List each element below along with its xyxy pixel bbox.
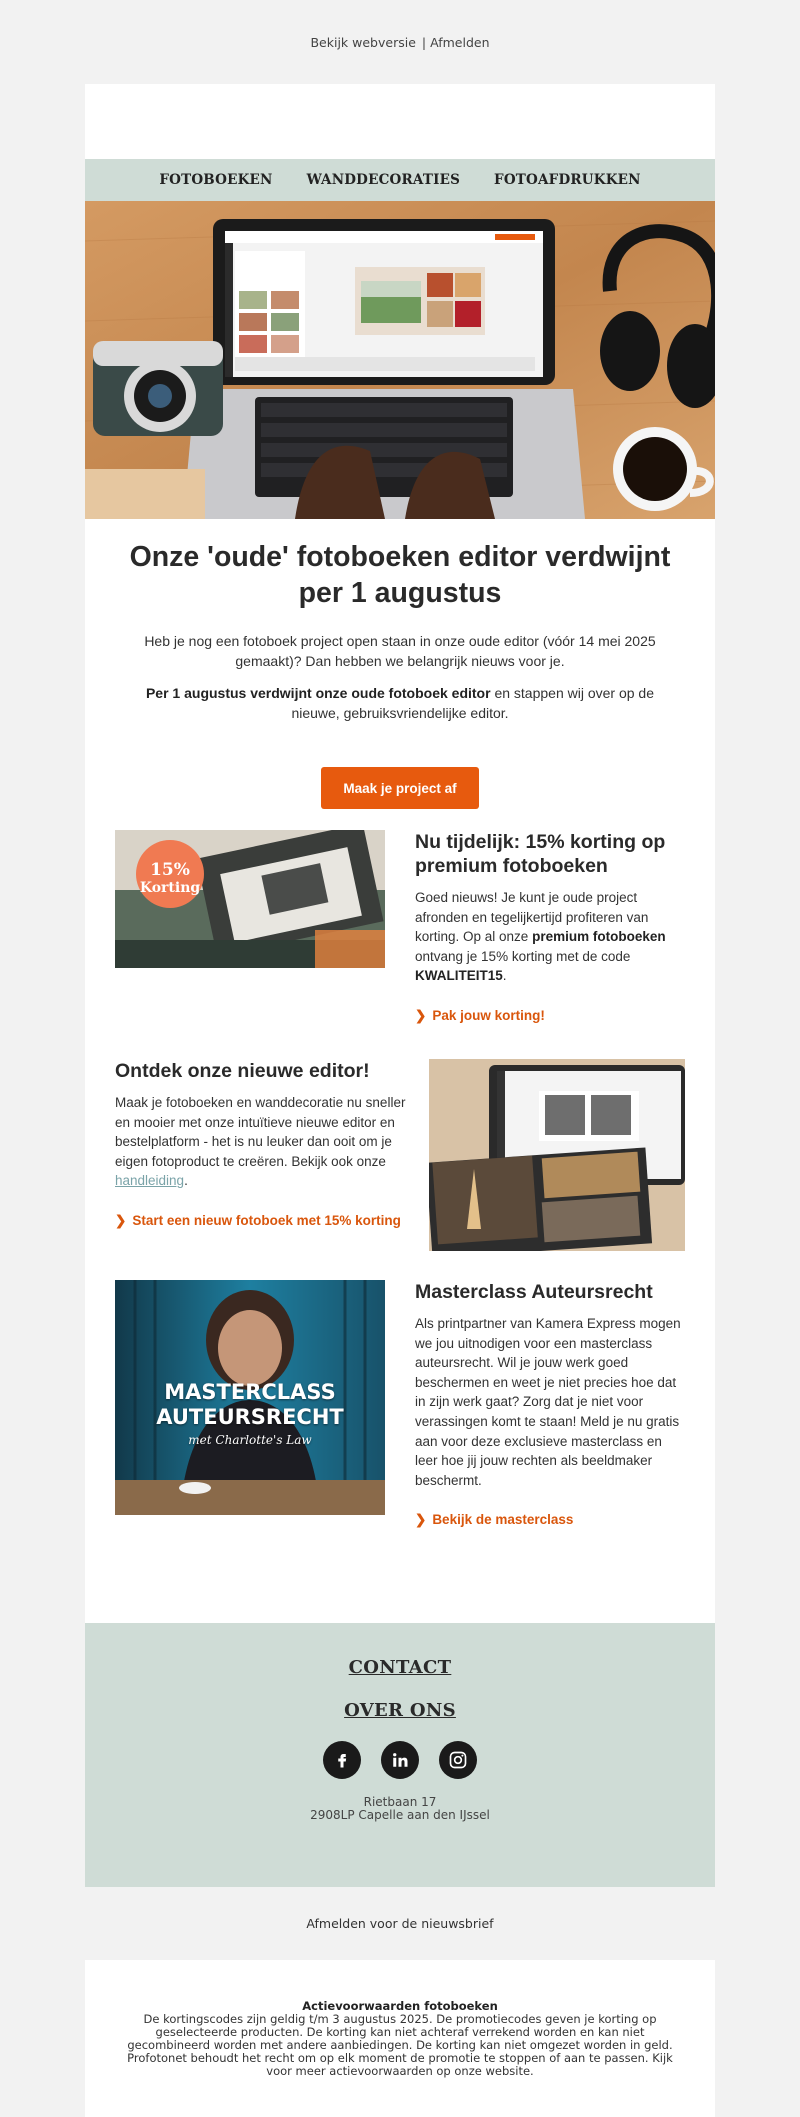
new-photobook-link[interactable]: [115, 1213, 401, 1229]
contact-link[interactable]: CONTACT: [348, 1657, 452, 1679]
promo-section: [85, 830, 715, 1025]
intro-bold: Per 1 augustus verdwijnt onze oude fotoboek editor: [145, 685, 491, 701]
unsubscribe-link[interactable]: Afmelden: [430, 34, 490, 50]
discount-link-label: Pak jouw korting!: [432, 1007, 545, 1023]
address-street: Rietbaan 17: [363, 1795, 437, 1810]
promo-body-part: ontvang je 15% korting met de code: [415, 948, 631, 964]
linkedin-icon[interactable]: [381, 1741, 419, 1779]
badge-percentage: 15%: [150, 860, 190, 880]
promo-body-part: .: [502, 968, 507, 984]
facebook-icon[interactable]: [323, 1741, 361, 1779]
editor-image[interactable]: [429, 1059, 685, 1256]
promo-photobook-image: [115, 830, 385, 968]
masterclass-link-label: Bekijk de masterclass: [432, 1512, 574, 1528]
new-photobook-link-label: Start een nieuw fotoboek met 15% korting: [132, 1212, 401, 1228]
preheader: [0, 0, 800, 84]
editor-photobook-image: [429, 1059, 685, 1251]
masterclass-image-caption: [115, 1380, 385, 1450]
promo-body-part: Goed nieuws! Je kunt je oude project afronden en tegelijkertijd profiteren van korting. Op al onze: [415, 890, 649, 945]
terms-title: Actievoorwaarden fotoboeken: [302, 1999, 498, 2014]
nav-wanddecoraties[interactable]: WANDDECORATIES: [306, 172, 461, 188]
nav-fotoboeken[interactable]: FOTOBOEKEN: [159, 172, 273, 188]
masterclass-section: [85, 1280, 715, 1529]
manual-link[interactable]: handleiding: [115, 1173, 185, 1189]
badge-label: Korting: [139, 880, 201, 896]
headline: Onze 'oude' fotoboeken editor verdwijnt per 1 augustus: [129, 541, 671, 609]
promo-code: KWALITEIT15: [415, 968, 503, 984]
top-nav: [85, 159, 715, 201]
chevron-right-icon: ❯: [415, 1512, 427, 1528]
footer: [85, 1623, 715, 1887]
masterclass-image-subtitle: met Charlotte's Law: [188, 1432, 312, 1447]
finish-project-button[interactable]: Maak je project af: [321, 767, 479, 809]
editor-text: [115, 1059, 429, 1256]
instagram-icon-glyph: [448, 1750, 468, 1770]
masterclass-image[interactable]: [115, 1280, 385, 1529]
promo-body-bold: premium fotoboeken: [532, 929, 666, 945]
newsletter-unsubscribe-link[interactable]: Afmelden voor de nieuwsbrief: [306, 1916, 494, 1932]
terms-section: [85, 1960, 715, 2117]
masterclass-image-title: AUTEURSRECHT: [156, 1404, 344, 1429]
linkedin-icon-glyph: [391, 1751, 409, 1769]
editor-body-text: Maak je fotoboeken en wanddecoratie nu sneller en mooier met onze intuïtieve nieuwe editor en bestelplatform - het is nu leuker dan ooit om je eigen fotoproduct te creëren. Bekijk ook onze: [115, 1094, 406, 1169]
masterclass-body: Als printpartner van Kamera Express mogen we jou uitnodigen voor een masterclass auteursrecht. Wil je jouw werk goed beschermen en weet je niet precies hoe dat in zijn werk gaat? Zorg dat je niet voor verassingen komt te staan! Meld je nu gratis aan voor deze exclusieve masterclass en leer hoe jij jouw rechten als beeldmaker beschermt.: [415, 1315, 681, 1488]
hero-image: [85, 201, 715, 519]
facebook-icon-glyph: [333, 1751, 351, 1769]
editor-title: Ontdek onze nieuwe editor!: [115, 1059, 370, 1082]
editor-body: [115, 1093, 411, 1191]
intro-text-2: [85, 671, 715, 723]
masterclass-image-title: MASTERCLASS: [164, 1379, 336, 1404]
editor-body-end: .: [184, 1173, 188, 1189]
masterclass-text: [385, 1280, 685, 1529]
address: [85, 1796, 715, 1822]
separator: |: [421, 34, 427, 50]
view-online-link[interactable]: Bekijk webversie: [310, 34, 416, 50]
promo-text: [385, 830, 685, 1025]
about-link[interactable]: OVER ONS: [344, 1700, 456, 1722]
social-links: [85, 1741, 715, 1779]
terms-body: De kortingscodes zijn geldig t/m 3 augustus 2025. De promotiecodes geven je korting op geselecteerde producten. De korting kan niet achteraf verrekend worden en kan niet gecombineerd worden met andere aanbiedingen. De korting kan niet omgezet worden in geld. Profotonet behoudt het recht om op elk moment de promotie te stoppen of aan te passen. Kijk voor meer actievoorwaarden op onze website.: [127, 2012, 673, 2079]
instagram-icon[interactable]: [439, 1741, 477, 1779]
chevron-right-icon: ❯: [115, 1212, 127, 1228]
masterclass-link[interactable]: [415, 1512, 573, 1528]
promo-body: [415, 888, 685, 986]
newsletter-unsubscribe: [0, 1887, 800, 1960]
promo-image[interactable]: [115, 830, 385, 1025]
chevron-right-icon: ❯: [415, 1007, 427, 1023]
address-city: 2908LP Capelle aan den IJssel: [310, 1808, 490, 1823]
masterclass-title: Masterclass Auteursrecht: [415, 1280, 653, 1303]
cta-wrapper: [85, 723, 715, 809]
promo-title: Nu tijdelijk: 15% korting op premium fotoboeken: [415, 831, 666, 877]
intro-rest: en stappen wij over op de nieuwe, gebruiksvriendelijke editor.: [291, 685, 655, 721]
intro-text: Heb je nog een fotoboek project open staan in onze oude editor (vóór 14 mei 2025 gemaakt)? Dan hebben we belangrijk nieuws voor je.: [144, 633, 656, 669]
editor-section: [85, 1059, 715, 1256]
discount-link[interactable]: [415, 1008, 545, 1024]
email-body: [85, 84, 715, 1887]
nav-fotoafdrukken[interactable]: FOTOAFDRUKKEN: [494, 172, 641, 188]
logo-area: [85, 84, 715, 159]
hero-illustration: [85, 201, 715, 519]
